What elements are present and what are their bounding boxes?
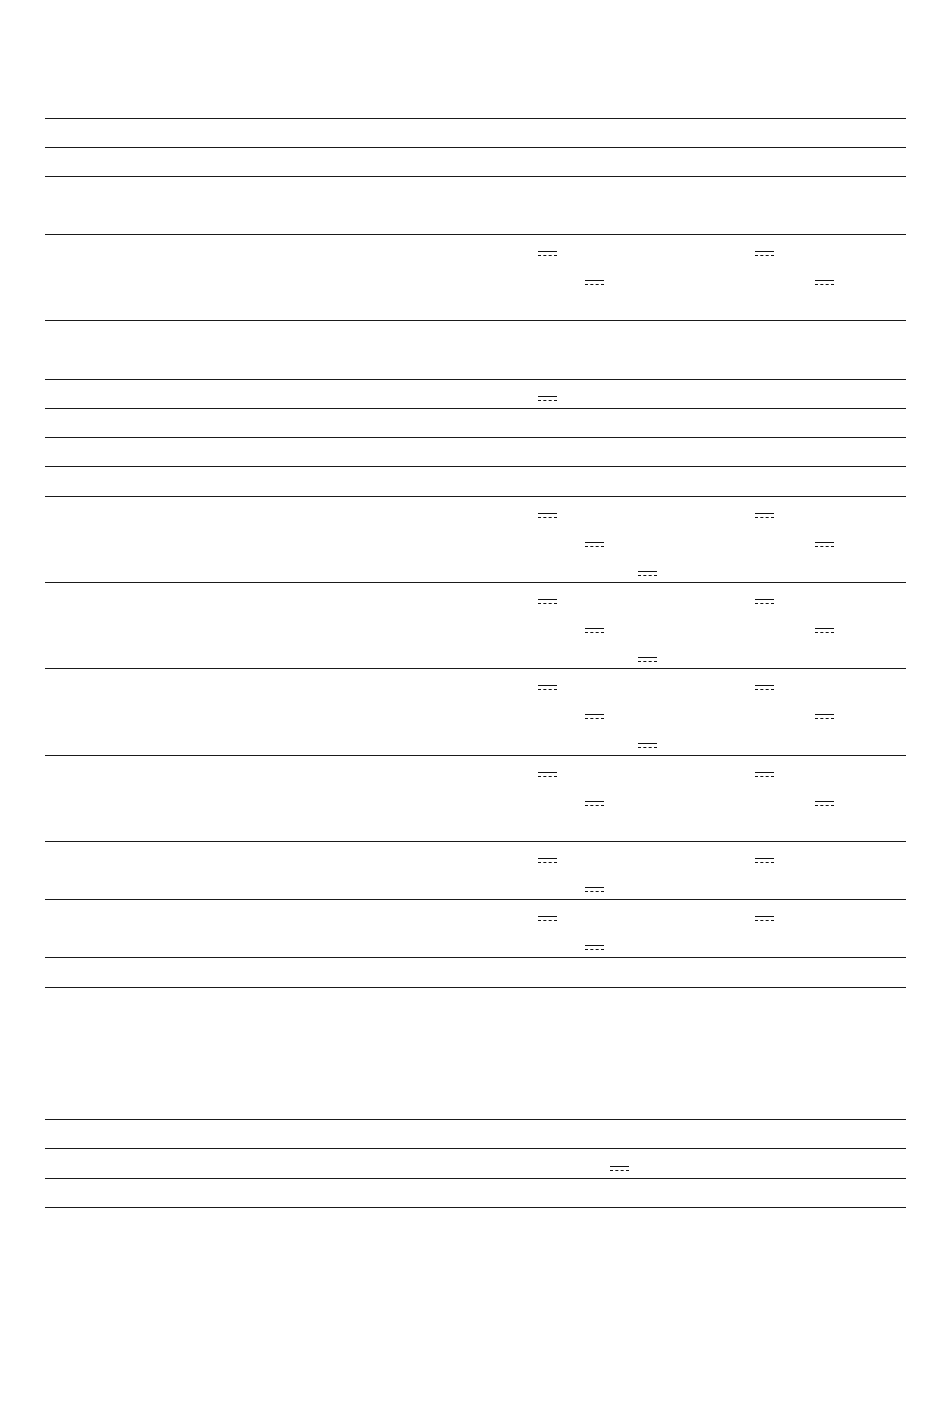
dc-current-icon [538,685,557,691]
dc-current-icon [815,628,834,634]
table-rule [45,957,906,958]
table-rule [45,1178,906,1179]
table-rule [45,496,906,497]
dc-current-icon [638,657,657,663]
dc-current-icon [585,945,604,951]
table-rule [45,234,906,235]
dc-current-icon [755,858,774,864]
dc-current-icon [638,571,657,577]
dc-current-icon [815,542,834,548]
dc-current-icon [755,685,774,691]
table-rule [45,755,906,756]
dc-current-icon [755,772,774,778]
table-rule [45,408,906,409]
dc-current-icon [815,280,834,286]
dc-current-icon [815,714,834,720]
table-rule [45,118,906,119]
table-rule [45,899,906,900]
table-rule [45,176,906,177]
dc-current-icon [585,887,604,893]
table-rule [45,841,906,842]
dc-current-icon [585,542,604,548]
dc-current-icon [585,714,604,720]
dc-current-icon [538,858,557,864]
table-rule [45,1207,906,1208]
dc-current-icon [538,599,557,605]
dc-current-icon [815,801,834,807]
dc-current-icon [585,628,604,634]
dc-current-icon [755,599,774,605]
dc-current-icon [755,513,774,519]
table-rule [45,437,906,438]
dc-current-icon [538,916,557,922]
table-rule [45,582,906,583]
dc-current-icon [755,916,774,922]
dc-current-icon [538,513,557,519]
dc-current-icon [585,801,604,807]
table-rule [45,1119,906,1120]
table-rule [45,379,906,380]
table-rule [45,320,906,321]
table-rule [45,147,906,148]
table-rule [45,466,906,467]
table-rule [45,668,906,669]
dc-current-icon [538,251,557,257]
dc-current-icon [585,280,604,286]
dc-current-icon [638,743,657,749]
table-rule [45,1148,906,1149]
dc-current-icon [538,772,557,778]
dc-current-icon [755,251,774,257]
table-rule [45,987,906,988]
dc-current-icon [538,396,557,402]
dc-current-icon [610,1166,629,1172]
